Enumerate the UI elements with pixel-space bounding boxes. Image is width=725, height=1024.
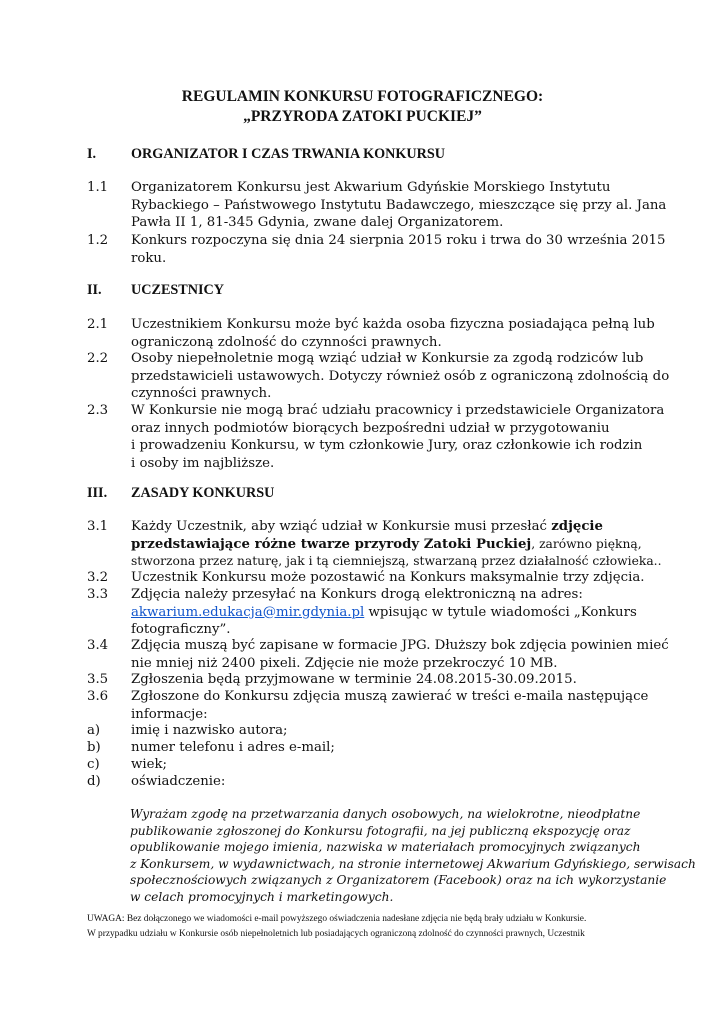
- paragraph-line: i prowadzeniu Konkursu, w tym członkowie Jury, oraz członkowie ich rodzin: [131, 438, 643, 454]
- section-number: II.: [87, 282, 102, 298]
- declaration-line: publikowanie zgłoszonej do Konkursu fotografii, na jej publiczną ekspozycję oraz: [130, 823, 631, 838]
- paragraph-line: oraz innych podmiotów biorących bezpośredni udział w przygotowaniu: [131, 420, 610, 436]
- list-item-text: wiek;: [131, 757, 168, 772]
- section-title: ORGANIZATOR I CZAS TRWANIA KONKURSU: [131, 146, 446, 162]
- section-title: ZASADY KONKURSU: [131, 485, 275, 501]
- list-item-text: imię i nazwisko autora;: [131, 723, 288, 738]
- paragraph-number: 3.4: [87, 638, 109, 653]
- paragraph-line: Organizatorem Konkursu jest Akwarium Gdyńskie Morskiego Instytutu: [131, 180, 611, 195]
- list-letter: c): [87, 757, 100, 772]
- paragraph-number: 3.2: [87, 570, 109, 585]
- declaration-line: w celach promocyjnych i marketingowych.: [130, 889, 394, 904]
- declaration-line: opublikowanie mojego imienia, nazwiska w materiałach promocyjnych związanych: [130, 840, 641, 855]
- declaration-block: [130, 806, 696, 906]
- paragraph-number: 2.2: [87, 351, 109, 366]
- paragraph-line: Zdjęcia muszą być zapisane w formacie JPG. Dłuższy bok zdjęcia powinien mieć: [131, 638, 669, 653]
- footnote: [87, 912, 657, 942]
- highlighted-text: przedstawiające różne twarze przyrody Zatoki Puckiej: [131, 536, 532, 552]
- paragraph-line: Zdjęcia należy przesyłać na Konkurs drogą elektroniczną na adres:: [131, 587, 583, 602]
- paragraph-line: Konkurs rozpoczyna się dnia 24 sierpnia 2015 roku i trwa do 30 września 2015: [131, 233, 666, 248]
- paragraph-line: Uczestnikiem Konkursu może być każda osoba fizyczna posiadająca pełną lub: [131, 317, 655, 332]
- paragraph-line: nie mniej niż 2400 pixeli. Zdjęcie nie może przekroczyć 10 MB.: [131, 655, 558, 671]
- section-number: I.: [87, 146, 97, 162]
- paragraph-number: 1.1: [87, 180, 109, 195]
- list-letter: d): [87, 774, 101, 789]
- footnote-line: W przypadku udziału w Konkursie osób niepełnoletnich lub posiadających ograniczoną zdolność do czynności prawnych, Uczestnik: [87, 929, 585, 939]
- paragraph-number: 1.2: [87, 233, 109, 248]
- document-title-line2: „PRZYRODA ZATOKI PUCKIEJ”: [243, 108, 482, 125]
- paragraph-line: ograniczoną zdolność do czynności prawnych.: [131, 334, 442, 350]
- list-letter: a): [87, 723, 101, 738]
- paragraph-line: przedstawicieli ustawowych. Dotyczy również osób z ograniczoną zdolnością do: [131, 368, 670, 384]
- paragraph-number: 3.3: [87, 587, 109, 602]
- declaration-line: społecznościowych związanych z Organizatorem (Facebook) oraz na ich wykorzystanie: [130, 873, 667, 888]
- list-item-text: oświadczenie:: [131, 774, 226, 789]
- paragraph-line: Pawła II 1, 81-345 Gdynia, zwane dalej Organizatorem.: [131, 215, 504, 231]
- paragraph-text: , zarówno piękną,: [531, 536, 642, 551]
- document-title-line1: REGULAMIN KONKURSU FOTOGRAFICZNEGO:: [181, 88, 544, 105]
- section-number: III.: [87, 485, 108, 501]
- declaration-line: z Konkursem, w wydawnictwach, na stronie internetowej Akwarium Gdyńskiego, serwisach: [130, 856, 696, 871]
- paragraph-line: Uczestnik Konkursu może pozostawić na Konkurs maksymalnie trzy zdjęcia.: [131, 570, 645, 585]
- paragraph-line: Zgłoszenia będą przyjmowane w terminie 24.08.2015-30.09.2015.: [131, 672, 577, 687]
- paragraph-number: 2.3: [87, 403, 109, 418]
- paragraph-line: informacje:: [131, 706, 208, 722]
- declaration-line: Wyrażam zgodę na przetwarzania danych osobowych, na wielokrotne, nieodpłatne: [130, 807, 641, 821]
- paragraph-line: fotograficzny”.: [131, 622, 231, 638]
- paragraph-line: Zgłoszone do Konkursu zdjęcia muszą zawierać w treści e-maila następujące: [131, 689, 649, 704]
- paragraph-number: 2.1: [87, 317, 109, 332]
- paragraph-line: W Konkursie nie mogą brać udziału pracownicy i przedstawiciele Organizatora: [131, 403, 665, 418]
- paragraph-number: 3.6: [87, 689, 109, 704]
- paragraph-number: 3.1: [87, 519, 109, 534]
- paragraph-line: stworzona przez naturę, jak i tą ciemniejszą, stwarzaną przez działalność człowieka..: [131, 554, 662, 569]
- section-title: UCZESTNICY: [131, 282, 225, 298]
- paragraph-line: Osoby niepełnoletnie mogą wziąć udział w Konkursie za zgodą rodziców lub: [131, 351, 644, 366]
- list-item-text: numer telefonu i adres e-mail;: [131, 740, 335, 755]
- paragraph-line: roku.: [131, 250, 167, 266]
- list-letter: b): [87, 740, 101, 755]
- paragraph-line: czynności prawnych.: [131, 386, 272, 402]
- paragraph-line: i osoby im najbliższe.: [131, 455, 275, 471]
- highlighted-text: zdjęcie: [551, 519, 603, 534]
- footnote-line: UWAGA: Bez dołączonego we wiadomości e-mail powyższego oświadczenia nadesłane zdjęcia nie będą brały udziału w Konkursie.: [87, 914, 587, 924]
- paragraph-text: wpisując w tytule wiadomości „Konkurs: [364, 604, 637, 620]
- email-link[interactable]: akwarium.edukacja@mir.gdynia.pl: [131, 604, 365, 620]
- paragraph-number: 3.5: [87, 672, 109, 687]
- paragraph-text: Każdy Uczestnik, aby wziąć udział w Konkursie musi przesłać: [131, 519, 552, 534]
- paragraph-line: Rybackiego – Państwowego Instytutu Badawczego, mieszczące się przy al. Jana: [131, 197, 667, 213]
